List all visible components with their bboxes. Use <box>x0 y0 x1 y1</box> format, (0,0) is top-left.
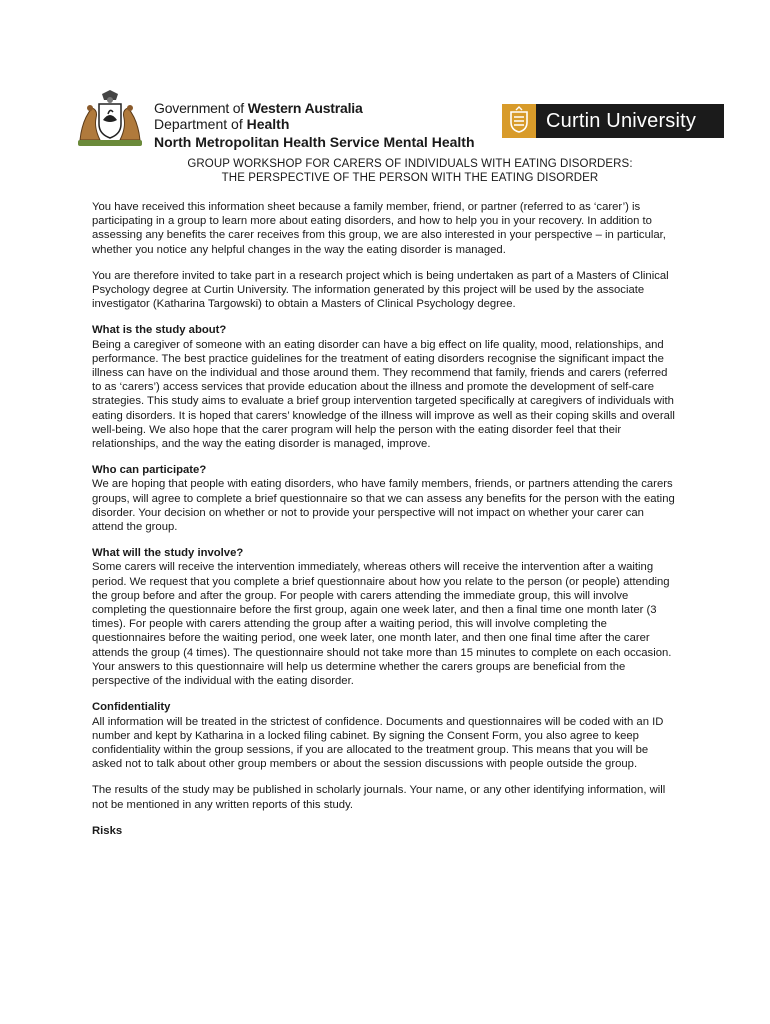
document-body <box>92 200 677 838</box>
curtin-logo <box>502 104 724 138</box>
section-heading-risks: Risks <box>92 824 123 837</box>
gov-line1-light: Government of <box>154 100 248 116</box>
letterhead <box>72 88 722 152</box>
gov-line2-light: Department of <box>154 116 247 132</box>
section-who <box>92 463 677 534</box>
section-body-who: We are hoping that people with eating disorders, who have family members, friends, or partners attending the carers groups, will agree to complete a brief questionnaire so that we can assess any benefits for the person with the eating disorder. Your decision on whether or not to provide your perspective will not impact on whether your carer can attend the group. <box>92 478 675 534</box>
section-heading-confidentiality: Confidentiality <box>92 701 171 714</box>
title-line-2: THE PERSPECTIVE OF THE PERSON WITH THE EATING DISORDER <box>221 172 599 184</box>
section-heading-who: Who can participate? <box>92 464 207 477</box>
title-line-1: GROUP WORKSHOP FOR CARERS OF INDIVIDUALS WITH EATING DISORDERS: <box>187 158 633 170</box>
health-service-name: North Metropolitan Health Service Mental Health <box>154 134 475 150</box>
section-body-confidentiality: All information will be treated in the strictest of confidence. Documents and questionnaires will be coded with an ID number and kept by Katharina in a locked filing cabinet. By signing the Consent Form, you also agree to keep confidentiality within the group sessions, if you are allocated to the treatment group. This means that you will be asked not to talk about other group members or about the session discussions with people outside the group. <box>92 715 664 771</box>
section-involve <box>92 546 677 688</box>
document-title <box>150 157 670 185</box>
intro-paragraph-2: You are therefore invited to take part in a research project which is being undertaken as part of a Masters of Clinical Psychology degree at Curtin University. The information generated by this project will be used by the associate investigator (Katharina Targowski) to obtain a Masters of Clinical Psychology degree. <box>92 269 669 311</box>
section-body-involve: Some carers will receive the intervention immediately, whereas others will receive the intervention after a waiting period. We request that you complete a brief questionnaire about how you relate to the person (or people) attending the group before and after the group. For people with carers attending the immediate group, this will involve completing the questionnaire before the first group, again one week later, and then a final time one month later (3 times). For people with carers attending the group after a waiting period, this will involve completing the questionnaires before the waiting period, one week later, one month later, and then one final time after the carer attends the group (4 times). The questionnaire should not take more than 15 minutes to complete on each occasion. Your answers to this questionnaire will help us determine whether the carers groups are beneficial from the perspective of the individual with the eating disorder. <box>92 561 672 688</box>
government-name <box>154 100 475 150</box>
section-body-about: Being a caregiver of someone with an eating disorder can have a big effect on life quality, mood, relationships, and performance. The best practice guidelines for the treatment of eating disorders recognise the significant impact the illness can have on the individual and those around them. They recommend that family, friends and carers (referred to as ‘carers’) access services that provide education about the illness and promote the development of self-care strategies. This study aims to evaluate a brief group intervention targeted specifically at caregivers of individuals with eating disorders. It is hoped that carers’ knowledge of the illness will improve as well as their coping skills and overall well-being. We also hope that the carer program will help the person with the eating disorder feel that their relationships, and the way the eating disorder is managed, improve. <box>92 338 675 451</box>
section-heading-involve: What will the study involve? <box>92 547 244 560</box>
section-heading-about: What is the study about? <box>92 324 227 337</box>
curtin-crest-icon <box>502 104 536 138</box>
gov-line1-bold: Western Australia <box>247 100 363 116</box>
section-about <box>92 323 677 451</box>
publication-paragraph: The results of the study may be published in scholarly journals. Your name, or any other identifying information, will not be mentioned in any written reports of this study. <box>92 784 666 811</box>
gov-line2-bold: Health <box>246 116 290 132</box>
intro-paragraph-1: You have received this information sheet because a family member, friend, or partner (referred to as ‘carer’) is participating in a group to learn more about eating disorders, and how to help you in your recovery. In addition to assessing any benefits the carer receives from this group, we are also interested in your perspective – in particular, whether you notice any helpful changes in the way the eating disorder is managed. <box>92 201 666 256</box>
curtin-university-name: Curtin University <box>546 109 697 132</box>
section-confidentiality <box>92 700 677 771</box>
wa-coat-of-arms-icon <box>72 90 148 150</box>
